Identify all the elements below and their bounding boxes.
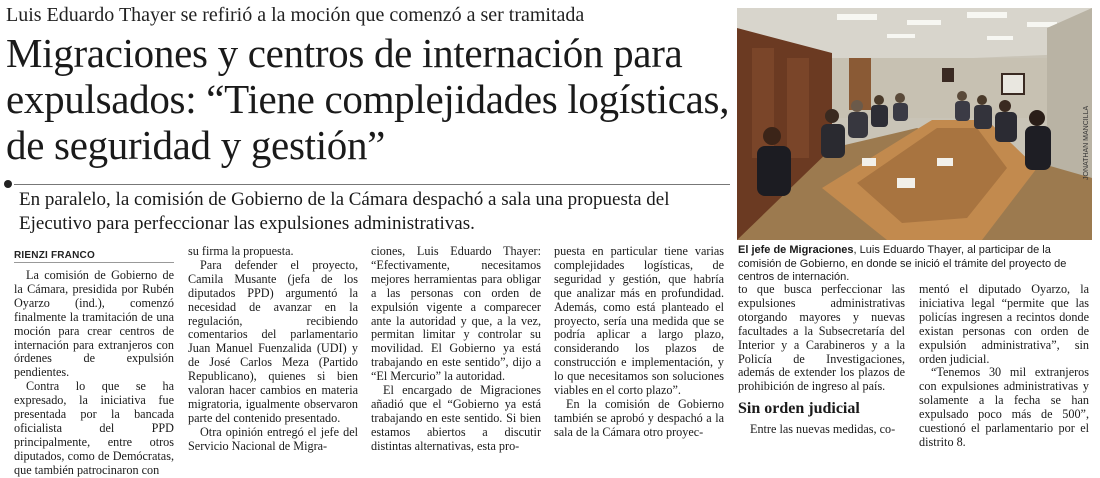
paragraph: su firma la propuesta.: [188, 244, 294, 258]
paragraph: La comisión de Gobierno de la Cámara, presidida por Rubén Oyarzo (ind.), comenzó finalmente la tramitación de una moción para crear centros de internación para extranjeros con órdenes de expulsión pendientes.: [14, 268, 174, 380]
photo-caption: [738, 244, 1093, 285]
paragraph: puesta en particular tiene varias complejidades logísticas, de seguridad y gestión, que habría que analizar más en profundidad. Además, como está planteado el proyecto, sería una medida que se podría aplicar a largo plazo, considerando los plazos de construcción e implementación, y lo que necesitamos son soluciones viables en el corto plazo”.: [554, 244, 724, 398]
paragraph: to que busca perfeccionar las expulsiones administrativas otorgando mayores y nuevas facultades a la Subsecretaría del Interior y a Carabineros y a la Policía de Investigaciones, además de extender los plazos de prohibición de ingreso al país.: [738, 282, 905, 394]
body-column-5: [738, 283, 905, 437]
photo-credit: JONATHAN MANCILLA: [1083, 105, 1090, 180]
caption-lead: El jefe de Migraciones: [738, 244, 854, 256]
byline: RIENZI FRANCO: [14, 250, 95, 261]
caption-text: , Luis Eduardo Thayer, al participar de la comisión de Gobierno, en donde se inició el trámite del proyecto de centros de internación.: [738, 244, 1067, 283]
byline-rule: [14, 262, 174, 263]
paragraph: ciones, Luis Eduardo Thayer: “Efectivamente, necesitamos mejores herramientas para obligar a las personas con orden de expulsión vigente a comparecer ante la autoridad y que, a la vez, permitan limitar y controlar su movilidad. El Gobierno ya está trabajando en este sentido”, dijo a “El Mercurio” la autoridad.: [371, 244, 541, 384]
paragraph: mentó el diputado Oyarzo, la iniciativa legal “permite que las policías ingresen a recintos donde existan personas con orden de expulsión administrativa”, sin orden judicial.: [919, 282, 1089, 366]
kicker: Luis Eduardo Thayer se refirió a la moción que comenzó a ser tramitada: [6, 4, 585, 26]
meeting-photo: [737, 8, 1092, 240]
subhead: Sin orden judicial: [738, 400, 860, 418]
deck-bullet: [4, 180, 12, 188]
paragraph: Para defender el proyecto, Camila Musante (jefa de los diputados PPD) argumentó la necesidad de avanzar en la regulación, recibiendo comentarios del parlamentario Juan Manuel Fuenzalida (UDI) y de José Carlos Meza (Partido Republicano), quienes si bien valoran hacer cambios en materia migratoria, igualmente observaron parte del contenido presentado.: [188, 257, 358, 425]
body-column-6: [919, 283, 1089, 450]
body-column-4: [554, 245, 724, 440]
headline: Migraciones y centros de internación para expulsados: “Tiene complejidades logísticas, de seguridad y gestión”: [6, 30, 730, 168]
deck: En paralelo, la comisión de Gobierno de la Cámara despachó a sala una propuesta del Ejecutivo para perfeccionar las expulsiones administrativas.: [19, 189, 670, 234]
paragraph: “Tenemos 30 mil extranjeros con expulsiones administrativas y solamente a la fecha se han expulsado poco más de 500”, cuestionó el parlamentario por el distrito 8.: [919, 365, 1089, 449]
paragraph: Contra lo que se ha expresado, la iniciativa fue presentada por la bancada oficialista del PPD principalmente, entre otros diputados, como de Demócratas, que también patrocinaron con: [14, 379, 174, 477]
paragraph: Entre las nuevas medidas, co-: [750, 422, 896, 437]
paragraph: En la comisión de Gobierno también se aprobó y despachó a la sala de la Cámara otro proyec-: [554, 396, 724, 439]
body-column-1: [14, 269, 174, 478]
body-column-3: [371, 245, 541, 454]
meeting-room-illustration: [737, 8, 1092, 240]
paragraph: Otra opinión entregó el jefe del Servicio Nacional de Migra-: [188, 424, 358, 453]
body-column-2: [188, 245, 358, 454]
deck-rule: [14, 184, 730, 185]
paragraph: El encargado de Migraciones añadió que el “Gobierno ya está trabajando en este sentido. Si bien estamos abiertos a discutir distintas alternativas, esta pro-: [371, 383, 541, 453]
